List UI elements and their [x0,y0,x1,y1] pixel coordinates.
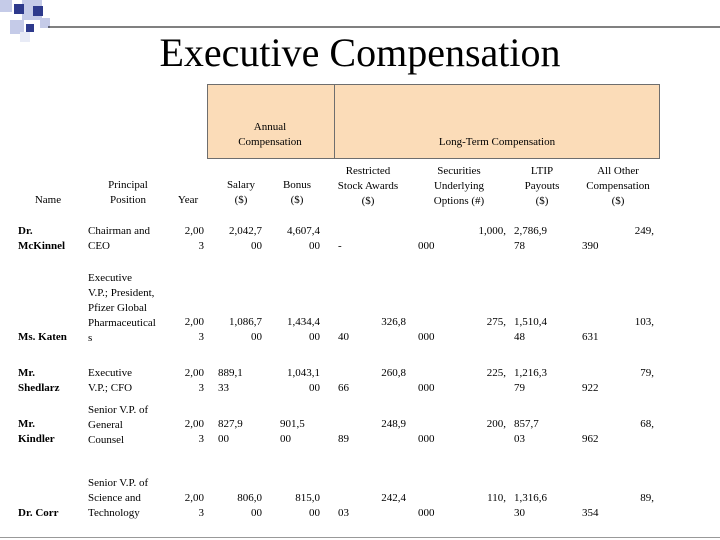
cell-ltip-part: 275, [486,316,506,328]
cell-ltip-tail: 2,786,9 78 [514,225,547,252]
col-header-bonus: Bonus ($) [282,179,312,206]
cell-ltip-tail: 1,216,3 79 [514,367,547,394]
cell-year: 2,00 3 [184,316,204,343]
cell-restricted: 66 [338,382,349,394]
cell-ltip-part: 225, [486,367,506,379]
col-header-year: Year [177,194,199,206]
cell-other-tail: 962 [582,433,599,445]
cell-name: Mr. Shedlarz [18,367,60,394]
cell-year: 2,00 3 [184,225,204,252]
col-header-securities: Securities Underlying Options (#) [433,165,485,207]
bottom-rule [0,537,720,538]
cell-bonus: 1,434,4 00 [287,316,320,343]
cell-securities-tail: 000 [418,240,435,252]
cell-bonus: 901,5 00 [280,418,305,445]
cell-other-tail: 354 [582,507,599,519]
cell-other-part: 249, [634,225,654,237]
cell-other-part: 103, [634,316,654,328]
cell-bonus: 1,043,1 00 [287,367,320,394]
cell-salary: 806,0 00 [237,492,262,519]
cell-salary: 889,1 33 [218,367,243,394]
cell-year: 2,00 3 [184,367,204,394]
cell-salary: 2,042,7 00 [229,225,262,252]
cell-securities-part: 248,9 [381,418,406,430]
cell-other-part: 68, [640,418,654,430]
cell-other-tail: 631 [582,331,599,343]
col-header-position: Principal Position [108,179,148,206]
cell-ltip-part: 1,000, [478,225,506,237]
cell-securities-tail: 000 [418,507,435,519]
cell-name: Dr. McKinnel [18,225,66,252]
cell-ltip-part: 110, [487,492,506,504]
cell-restricted: 03 [338,507,349,519]
slide-title: Executive Compensation [159,30,561,75]
cell-securities-part: 326,8 [381,316,406,328]
cell-name: Mr. Kindler [18,418,55,445]
cell-other-part: 79, [640,367,654,379]
cell-securities-part: 260,8 [381,367,406,379]
cell-restricted: - [338,240,342,252]
cell-ltip-tail: 857,7 03 [514,418,539,445]
cell-salary: 827,9 00 [218,418,243,445]
cell-ltip-tail: 1,316,6 30 [514,492,547,519]
cell-securities-part: 242,4 [381,492,406,504]
cell-securities-tail: 000 [418,331,435,343]
cell-other-tail: 390 [582,240,599,252]
col-header-restricted: Restricted Stock Awards ($) [337,165,399,207]
cell-ltip-part: 200, [486,418,506,430]
cell-position: Chairman and CEO [88,225,151,252]
cell-name: Ms. Katen [18,331,67,343]
long-term-compensation-header: Long-Term Compensation [438,136,556,148]
cell-position: Senior V.P. of General Counsel [88,404,149,446]
cell-ltip-tail: 1,510,4 48 [514,316,547,343]
cell-restricted: 40 [338,331,349,343]
cell-restricted: 89 [338,433,349,445]
cell-securities-tail: 000 [418,433,435,445]
annual-compensation-header: Annual Compensation [238,121,302,148]
cell-bonus: 4,607,4 00 [287,225,320,252]
col-header-salary: Salary ($) [226,179,256,206]
cell-position: Executive V.P.; President, Pfizer Global Pharmaceutical s [88,272,156,344]
cell-year: 2,00 3 [184,492,204,519]
cell-position: Senior V.P. of Science and Technology [88,477,149,519]
col-header-other: All Other Compensation ($) [586,165,650,207]
cell-bonus: 815,0 00 [295,492,320,519]
cell-other-part: 89, [640,492,654,504]
cell-position: Executive V.P.; CFO [88,367,133,394]
col-header-name: Name [34,194,62,206]
cell-other-tail: 922 [582,382,599,394]
col-header-ltip: LTIP Payouts ($) [524,165,560,207]
cell-name: Dr. Corr [18,507,59,519]
cell-securities-tail: 000 [418,382,435,394]
cell-salary: 1,086,7 00 [229,316,262,343]
cell-year: 2,00 3 [184,418,204,445]
